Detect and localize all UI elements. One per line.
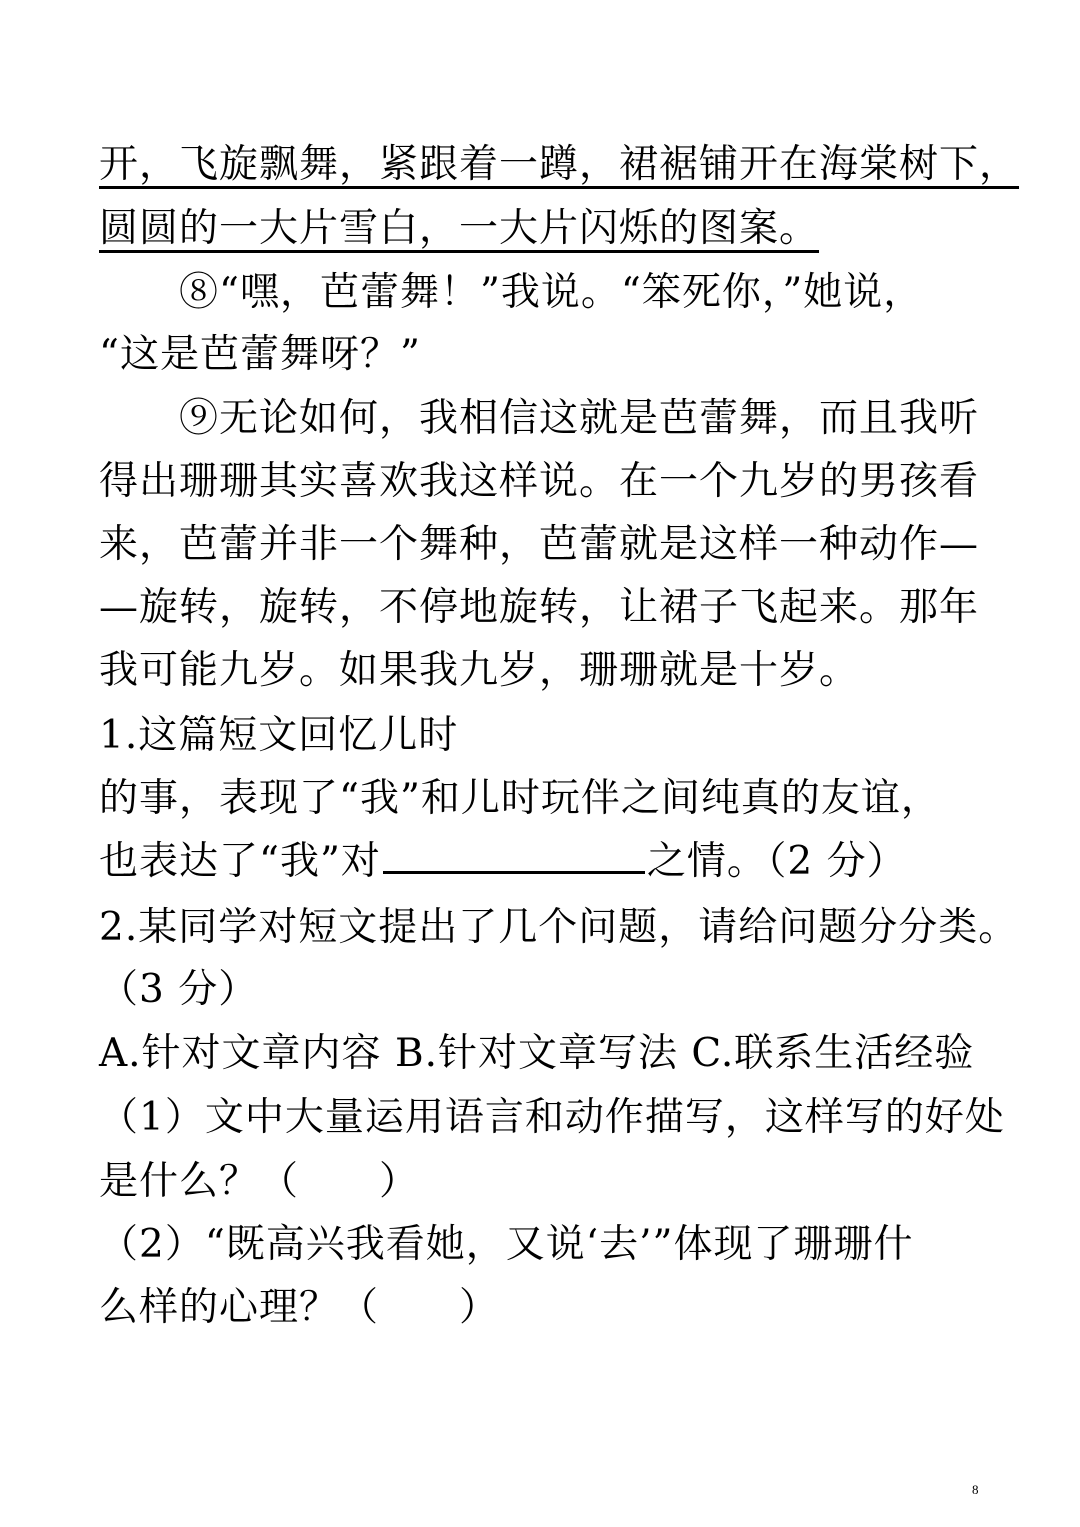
- question-1-line-3: [99, 840, 907, 884]
- paragraph-9-line-2: 得出珊珊其实喜欢我这样说。在一个九岁的男孩看: [99, 459, 980, 504]
- question-1-text-before-blank: 也表达了“我”对: [99, 839, 381, 884]
- paragraph-9-line-3: 来，芭蕾并非一个舞种，芭蕾就是这样一种动作—: [99, 522, 980, 567]
- question-1-line-2: 的事，表现了“我”和儿时玩伴之间纯真的友谊，: [99, 776, 941, 821]
- paragraph-9-line-1: ⑨无论如何，我相信这就是芭蕾舞，而且我听: [99, 396, 980, 441]
- passage-underlined-line-1: 开，飞旋飘舞，紧跟着一蹲，裙裾铺开在海棠树下，: [99, 142, 1020, 187]
- question-2-score: （3 分）: [99, 967, 259, 1012]
- paragraph-8-line-2: “这是芭蕾舞呀？”: [99, 332, 421, 377]
- question-2-sub-2-line-1: （2）“既高兴我看她，又说‘去’”体现了珊珊什: [99, 1222, 914, 1267]
- question-1-text-after-blank: 之情。（2 分）: [646, 839, 907, 884]
- paragraph-9-line-5: 我可能九岁。如果我九岁，珊珊就是十岁。: [99, 648, 860, 693]
- page-number: 8: [972, 1482, 979, 1497]
- question-2-sub-2-line-2: 么样的心理？（ ）: [99, 1285, 500, 1330]
- paragraph-9-line-4: —旋转，旋转，不停地旋转，让裙子飞起来。那年: [99, 585, 980, 630]
- paragraph-8-line-1: ⑧“嘿，芭蕾舞！”我说。“笨死你，”她说，: [99, 270, 924, 315]
- question-2-sub-1-line-1: （1）文中大量运用语言和动作描写，这样写的好处: [99, 1095, 1005, 1140]
- question-2-options: A.针对文章内容 B.针对文章写法 C.联系生活经验: [99, 1031, 975, 1076]
- question-2-line-1: 2.某同学对短文提出了几个问题，请给问题分分类。: [99, 905, 1019, 950]
- question-2-sub-1-line-2: 是什么？（ ）: [99, 1159, 420, 1204]
- question-1-line-1: 1.这篇短文回忆儿时: [99, 713, 459, 758]
- passage-underlined-line-2: 圆圆的一大片雪白，一大片闪烁的图案。: [99, 206, 820, 251]
- answer-blank[interactable]: [383, 841, 645, 874]
